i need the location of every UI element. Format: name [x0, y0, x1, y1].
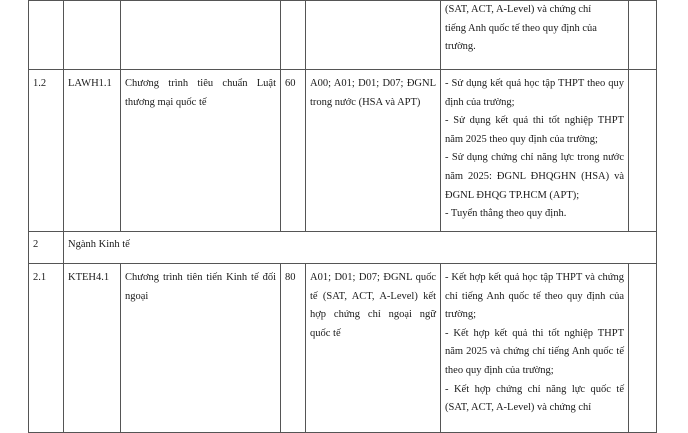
major-name-cell: Ngành Kinh tế [64, 232, 657, 264]
code-cell [64, 1, 121, 70]
method-line: - Sử dụng kết quả học tập THPT theo quy định của trường; [445, 78, 624, 108]
program-cell: Chương trình tiêu chuẩn Luật thương mại quốc tế [121, 70, 281, 232]
method-line: tiếng Anh quốc tế theo quy định của [445, 22, 597, 34]
program-cell: Chương trình tiên tiến Kinh tế đối ngoại [121, 264, 281, 433]
table-row [29, 232, 657, 264]
methods-cell [441, 70, 629, 232]
combos-cell: A00; A01; D01; D07; ĐGNL trong nước (HSA và APT) [306, 70, 441, 232]
code-cell: KTEH4.1 [64, 264, 121, 433]
quota-cell [281, 1, 306, 70]
table-row [29, 70, 657, 232]
stt-cell: 2.1 [29, 264, 64, 433]
note-cell [629, 264, 657, 433]
quota-cell: 80 [281, 264, 306, 433]
method-line: - Sử dụng chứng chỉ năng lực trong nước năm 2025: ĐGNL ĐHQGHN (HSA) và ĐGNL ĐHQG TP.HCM (APT); [445, 152, 624, 201]
note-cell [629, 1, 657, 70]
methods-cell [441, 264, 629, 433]
method-line: - Sử dụng kết quả thi tốt nghiệp THPT năm 2025 theo quy định của trường; [445, 115, 624, 145]
method-line: - Tuyển thẳng theo quy định. [445, 208, 567, 220]
method-line: - Kết hợp chứng chỉ năng lực quốc tế (SAT, ACT, A-Level) và chứng chỉ [445, 383, 624, 414]
combos-cell: A01; D01; D07; ĐGNL quốc tế (SAT, ACT, A-Level) kết hợp chứng chỉ ngoại ngữ quốc tế [306, 264, 441, 433]
stt-cell: 2 [29, 232, 64, 264]
combos-cell [306, 1, 441, 70]
method-line: - Kết hợp kết quả thi tốt nghiệp THPT năm 2025 và chứng chỉ tiếng Anh quốc tế theo quy định của trường; [445, 327, 624, 376]
method-line: - Kết hợp kết quả học tập THPT và chứng chỉ tiếng Anh quốc tế theo quy định của trường; [445, 272, 624, 321]
stt-cell: 1.2 [29, 70, 64, 232]
admissions-table [28, 0, 657, 433]
quota-cell: 60 [281, 70, 306, 232]
code-cell: LAWH1.1 [64, 70, 121, 232]
program-cell [121, 1, 281, 70]
note-cell [629, 70, 657, 232]
method-line: trường. [445, 41, 476, 53]
method-line: (SAT, ACT, A-Level) và chứng chỉ [445, 4, 592, 15]
methods-cell [441, 1, 629, 70]
table-row [29, 1, 657, 70]
table-row [29, 264, 657, 433]
stt-cell [29, 1, 64, 70]
